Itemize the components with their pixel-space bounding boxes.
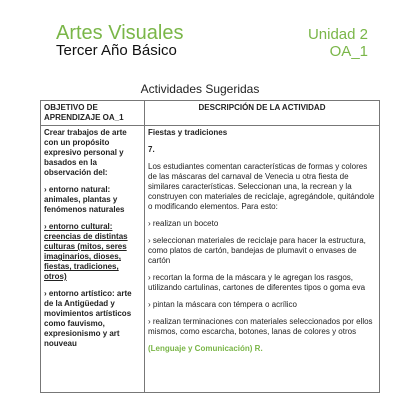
activity-description: Los estudiantes comentan características de formas y colores de las máscaras del carnaval de Venecia u otra fiesta de similares características. Seleccionan una, la recrean y la construyen con materiales de reciclaje, agregándole, quitándole o modificando elementos. Para esto: xyxy=(148,162,375,211)
oa-label: OA_1 xyxy=(329,43,368,60)
unit-label: Unidad 2 xyxy=(307,26,368,43)
objective-cell xyxy=(41,126,145,393)
activity-step-2: › seleccionan materiales de reciclaje para hacer la estructura, como platos de cartón, bandejas de plumavit o envases de cartón xyxy=(148,236,366,265)
activity-link: (Lenguaje y Comunicación) R. xyxy=(148,344,263,353)
table-header-row xyxy=(41,101,380,126)
objective-cultural: › entorno cultural: creencias de distintas culturas (mitos, seres imaginarios, dioses, fiestas, tradiciones, otros) xyxy=(44,222,128,281)
page-subtitle: Tercer Año Básico xyxy=(56,42,177,59)
activity-step-5: › realizan terminaciones con materiales seleccionados por ellos mismos, como escarcha, botones, lanas de colores y otros xyxy=(148,317,373,336)
objective-artistic: › entorno artístico: arte de la Antigüedad y movimientos artísticos como fauvismo, expresionismo y art nouveau xyxy=(44,289,132,348)
page-title: Artes Visuales xyxy=(56,22,184,44)
activity-step-4: › pintan la máscara con témpera o acrílico xyxy=(148,300,297,309)
activity-step-3: › recortan la forma de la máscara y le agregan los rasgos, utilizando cartulinas, cartones de diferentes tipos o goma eva xyxy=(148,273,366,292)
table-row xyxy=(41,126,380,393)
objective-natural: › entorno natural: animales, plantas y fenómenos naturales xyxy=(44,185,125,214)
activity-theme: Fiestas y tradiciones xyxy=(148,128,228,137)
objective-intro: Crear trabajos de arte con un propósito expresivo personal y basados en la observación del: xyxy=(44,128,127,177)
activities-table xyxy=(40,100,380,393)
section-title: Actividades Sugeridas xyxy=(140,82,260,96)
objective-header: OBJETIVO DE APRENDIZAJE OA_1 xyxy=(41,101,145,126)
activity-cell xyxy=(145,126,380,393)
description-header: DESCRIPCIÓN DE LA ACTIVIDAD xyxy=(145,101,380,126)
activity-number: 7. xyxy=(148,145,155,154)
activity-step-1: › realizan un boceto xyxy=(148,219,219,228)
